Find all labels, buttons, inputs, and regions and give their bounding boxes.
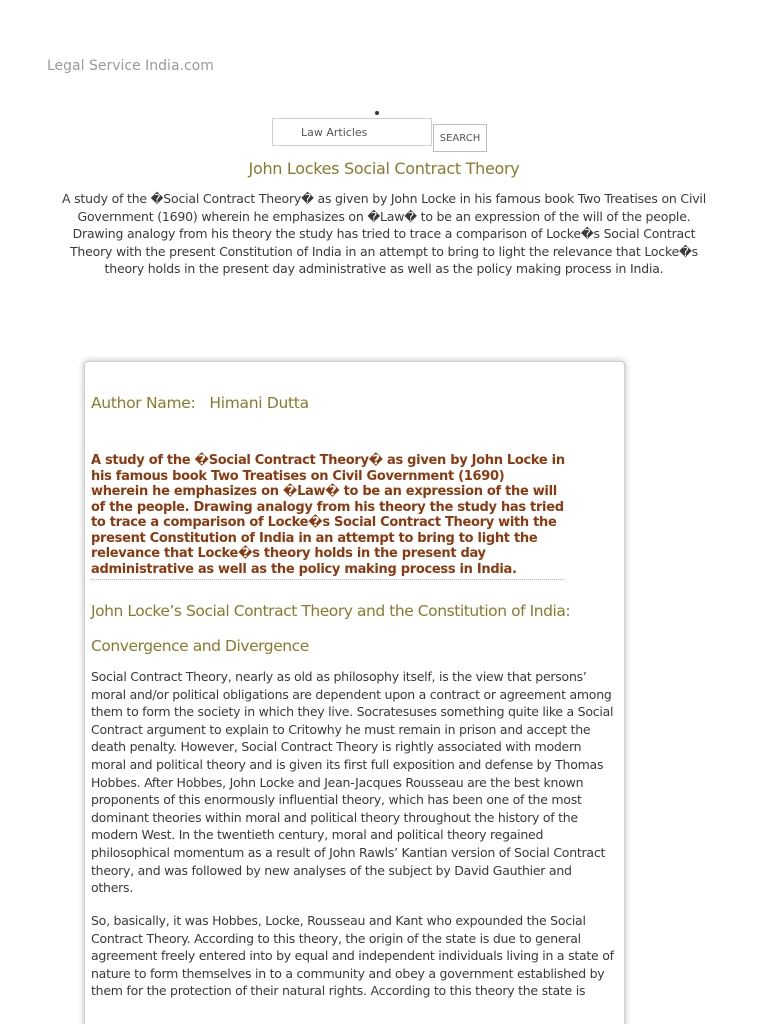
dot-marker bbox=[375, 111, 379, 115]
page-title: John Lockes Social Contract Theory bbox=[248, 159, 520, 178]
body-paragraph-1: Social Contract Theory, nearly as old as philosophy itself, is the view that persons’ moral and/or political obligations are dependent upon a contract or agreement among them to form the society in which they live. Socratesuses something quite like a Social Contract argument to explain to Critowhy he must remain in prison and accept the death penalty. However, Social Contract Theory is rightly associated with modern moral and political theory and is given its first full exposition and defense by Thomas Hobbes. After Hobbes, John Locke and Jean-Jacques Rousseau are the best known proponents of this enormously influential theory, which has been one of the most dominant theories within moral and political theory throughout the history of the modern West. In the twentieth century, moral and political theory regained philosophical momentum as a result of John Rawls’ Kantian version of Social Contract theory, and was followed by new analyses of the subject by David Gauthier and others. bbox=[91, 669, 614, 896]
section-title: John Locke’s Social Contract Theory and the Constitution of India: bbox=[91, 602, 571, 620]
site-name-link[interactable]: Legal Service India.com bbox=[47, 58, 214, 74]
author-name: Author Name: Himani Dutta bbox=[91, 394, 309, 412]
search-button[interactable]: SEARCH bbox=[433, 124, 487, 152]
search-input[interactable] bbox=[272, 118, 432, 146]
body-paragraph-2: So, basically, it was Hobbes, Locke, Rousseau and Kant who expounded the Social Contract Theory. According to this theory, the origin of the state is due to general agreement freely entered into by equal and independent individuals living in a state of nature to form themselves in to a community and obey a government established by them for the protection of their natural rights. According to this theory the state is bbox=[91, 913, 614, 999]
article-card bbox=[84, 361, 625, 1024]
article-summary: A study of the �Social Contract Theory� as given by John Locke in his famous book Two Treatises on Civil Government (1690) wherein he emphasizes on �Law� to be an expression of the will of the people. Drawing analogy from his theory the study has tried to trace a comparison of Locke�s Social Contract Theory with the present Constitution of India in an attempt to bring to light the relevance that Locke�s theory holds in the present day administrative as well as the policy making process in India. bbox=[62, 191, 706, 276]
article-abstract: A study of the �Social Contract Theory� as given by John Locke in his famous book Two Treatises on Civil Government (1690) wherein he emphasizes on �Law� to be an expression of the will of the people. Drawing analogy from his theory the study has tried to trace a comparison of Locke�s Social Contract Theory with the present Constitution of India in an attempt to bring to light the relevance that Locke�s theory holds in the present day administrative as well as the policy making process in India. bbox=[91, 453, 565, 580]
section-subtitle: Convergence and Divergence bbox=[91, 637, 309, 655]
